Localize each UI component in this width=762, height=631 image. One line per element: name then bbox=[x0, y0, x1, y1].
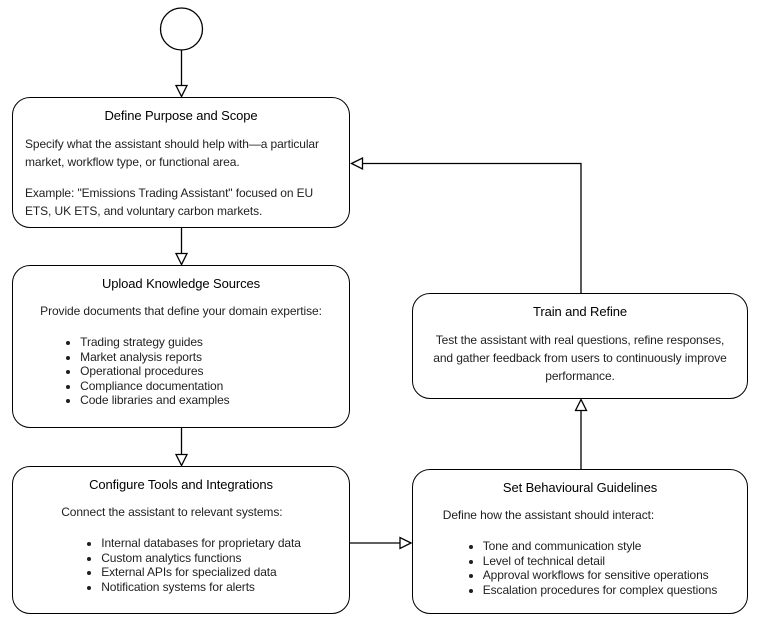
bullet-item: • Code libraries and examples bbox=[80, 393, 322, 408]
bullet-item: • Market analysis reports bbox=[80, 350, 322, 365]
node-title: Train and Refine bbox=[532, 304, 628, 319]
node-define-purpose-and-scope bbox=[12, 97, 350, 228]
bullet-item: • Custom analytics functions bbox=[101, 551, 301, 566]
edge-configure-to-behavioural bbox=[350, 538, 411, 549]
node-title: Configure Tools and Integrations bbox=[89, 477, 273, 492]
start-circle bbox=[161, 8, 203, 50]
bullet-item: • Trading strategy guides bbox=[80, 335, 322, 350]
edge-behavioural-to-train bbox=[576, 400, 587, 470]
arrowhead-left bbox=[352, 158, 363, 169]
edge-train-to-define-loop bbox=[352, 158, 582, 293]
bullet-item: • Operational procedures bbox=[80, 364, 322, 379]
bullet-item: • Escalation procedures for complex questions bbox=[483, 583, 718, 598]
node-title: Set Behavioural Guidelines bbox=[502, 480, 658, 495]
arrowhead-down bbox=[176, 86, 187, 97]
node-body bbox=[40, 303, 322, 408]
arrowhead-up bbox=[576, 400, 587, 411]
node-configure-tools-and-integrations bbox=[12, 466, 350, 614]
bullet-item: • Compliance documentation bbox=[80, 379, 322, 394]
node-title: Define Purpose and Scope bbox=[104, 108, 258, 123]
arrowhead-down bbox=[176, 254, 187, 265]
bullet-item: • Approval workflows for sensitive operations bbox=[483, 568, 718, 583]
node-intro: Connect the assistant to relevant systems: bbox=[61, 505, 283, 519]
arrowhead-down bbox=[176, 455, 187, 466]
arrowhead-right bbox=[400, 538, 411, 549]
node-intro: Define how the assistant should interact: bbox=[442, 508, 655, 522]
bullet-list bbox=[40, 335, 322, 408]
edge-define-to-upload bbox=[176, 228, 187, 265]
edge-upload-to-configure bbox=[176, 428, 187, 466]
node-intro: Provide documents that define your domain expertise: bbox=[40, 304, 322, 318]
node-train-and-refine bbox=[412, 293, 748, 399]
bullet-list bbox=[61, 536, 301, 594]
node-set-behavioural-guidelines bbox=[412, 469, 748, 614]
node-paragraph: Specify what the assistant should help with—a particular market, workflow type, or functional area. bbox=[25, 137, 319, 169]
node-body bbox=[443, 507, 718, 597]
bullet-item: • External APIs for specialized data bbox=[101, 565, 301, 580]
node-paragraph: Example: "Emissions Trading Assistant" focused on EU ETS, UK ETS, and voluntary carbon markets. bbox=[25, 186, 314, 218]
bullet-item: • Tone and communication style bbox=[483, 539, 718, 554]
node-body bbox=[429, 331, 731, 385]
bullet-item: • Internal databases for proprietary data bbox=[101, 536, 301, 551]
bullet-list bbox=[443, 539, 718, 597]
bullet-item: • Level of technical detail bbox=[483, 554, 718, 569]
edge-start-to-define bbox=[176, 50, 187, 97]
node-body bbox=[25, 136, 337, 220]
node-upload-knowledge-sources bbox=[12, 265, 350, 428]
node-body bbox=[61, 504, 301, 594]
node-paragraph: Test the assistant with real questions, refine responses, and gather feedback from users to continuously improve performance. bbox=[433, 333, 727, 383]
node-title: Upload Knowledge Sources bbox=[101, 276, 261, 291]
bullet-item: • Notification systems for alerts bbox=[101, 580, 301, 595]
